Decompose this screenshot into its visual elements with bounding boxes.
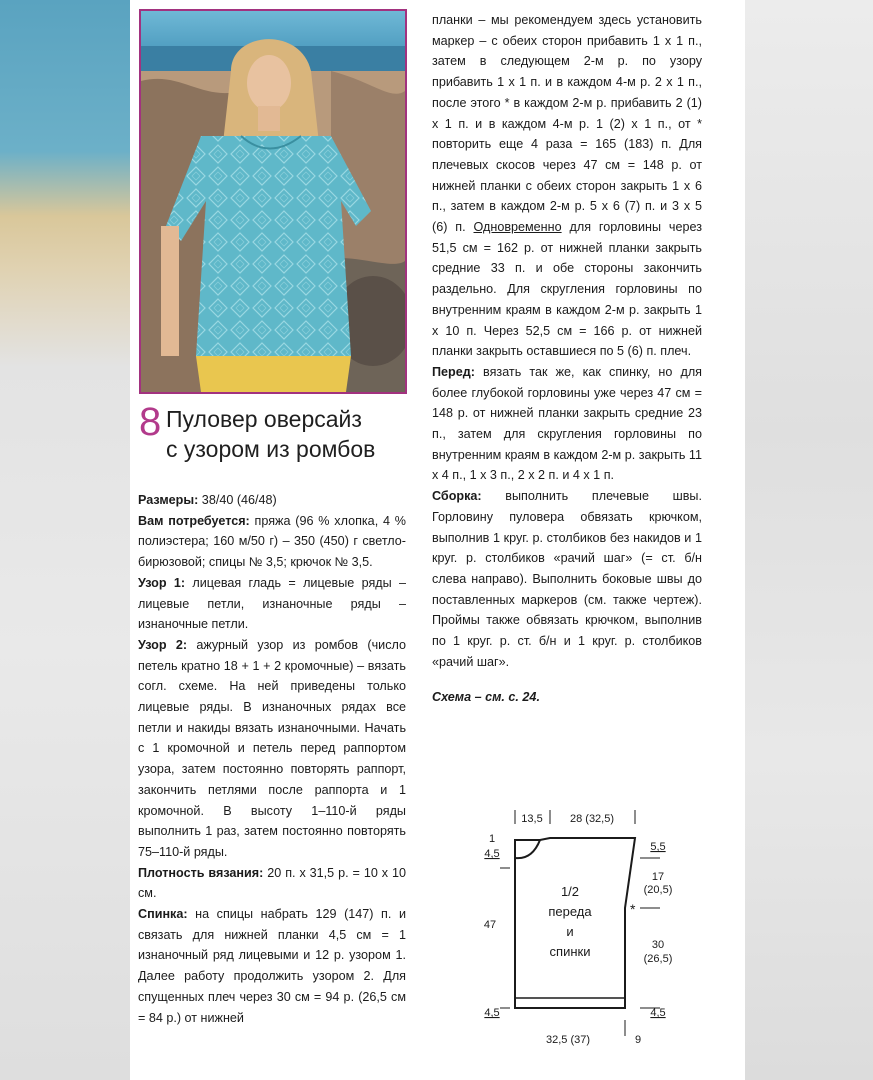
pattern2-label: Узор 2: bbox=[138, 637, 188, 652]
left-text-column bbox=[138, 490, 406, 1028]
back-text: на спицы набрать 129 (147) п. и связать для нижней планки 4,5 см = 1 изнаночный ряд лицевыми и 12 р. узором 1. Далее работу продолжить узором 2. Для спущенных плеч через 30 см = 94 р. (26,5 см = 84 р.) от нижней bbox=[138, 907, 406, 1025]
front-label: Перед: bbox=[432, 364, 475, 379]
marker-asterisk: * bbox=[630, 901, 636, 917]
pattern1-label: Узор 1: bbox=[138, 575, 186, 590]
dim-left-mid: 47 bbox=[483, 919, 497, 931]
dim-left-top-den: 4,5 bbox=[484, 848, 500, 860]
gauge-paragraph bbox=[138, 863, 406, 904]
dim-right-top: 5,5 bbox=[650, 841, 666, 853]
dim-top-right: 28 (32,5) bbox=[569, 813, 615, 825]
gauge-text: 20 п. х 31,5 р. = 10 х 10 см. bbox=[138, 865, 406, 901]
article-title bbox=[166, 404, 416, 464]
sizes-text: 38/40 (46/48) bbox=[198, 493, 277, 507]
back-label: Спинка: bbox=[138, 907, 188, 922]
schema-reference bbox=[432, 687, 702, 708]
pattern1-text: лицевая гладь = лицевые ряды – лицевые петли, изнаночные ряды – изнаночные петли. bbox=[138, 575, 406, 632]
garment-outline bbox=[515, 838, 635, 1008]
dim-right-lower1: 30 bbox=[651, 939, 665, 951]
schema-reference-text: Схема – см. с. 24. bbox=[432, 689, 540, 704]
sizes-label: Размеры: bbox=[138, 493, 199, 507]
magazine-page bbox=[130, 0, 745, 1080]
center-label-1: 1/2 bbox=[560, 884, 580, 899]
front-text: вязать так же, как спинку, но для более глубокой горловины уже через 47 см = 148 р. от нижней планки закрыть средние 23 п., затем для скругления горловины по внутренним краям в каждом 2-м р. закрыть 11 х 4 п., 1 х 3 п., 2 х 2 п. и 4 х 1 п. bbox=[432, 364, 702, 483]
materials-paragraph bbox=[138, 511, 406, 573]
dim-top-left: 13,5 bbox=[521, 813, 543, 825]
model-photo bbox=[139, 9, 407, 394]
pattern2-paragraph bbox=[138, 635, 406, 863]
assembly-text: выполнить плечевые швы. Горловину пуловера обвязать крючком, выполнив 1 круг. р. столбиков без накидов и 1 круг. р. столбиков «рачий шаг» (= ст. б/н слева направо). Выполнить боковые швы до поставленных маркеров (см. также чертеж). Проймы также обвязать крючком, выполнив по 1 круг. р. ст. б/н и 1 круг. р. столбиков «рачий шаг». bbox=[432, 489, 702, 669]
article-title-line1: Пуловер оверсайз bbox=[166, 406, 362, 432]
pattern1-paragraph bbox=[138, 573, 406, 635]
blurred-background-left bbox=[0, 0, 130, 1080]
center-label-4: спинки bbox=[549, 944, 591, 959]
back-paragraph bbox=[138, 904, 406, 1028]
article-title-line2: с узором из ромбов bbox=[166, 436, 376, 462]
back-continued-paragraph bbox=[432, 10, 702, 362]
materials-text: пряжа (96 % хлопка, 4 % полиэстера; 160 м/50 г) – 350 (450) г светло-бирюзовой; спицы № 3,5; крючок № 3,5. bbox=[138, 513, 406, 570]
dim-right-mid2: (20,5) bbox=[643, 884, 673, 896]
center-label-2: переда bbox=[548, 904, 592, 919]
materials-label: Вам потребуется: bbox=[138, 513, 250, 528]
assembly-paragraph bbox=[432, 486, 702, 672]
dim-bottom-left: 32,5 (37) bbox=[545, 1034, 591, 1046]
dim-right-mid1: 17 bbox=[651, 871, 665, 883]
assembly-label: Сборка: bbox=[432, 489, 482, 504]
neckline-curve bbox=[515, 840, 540, 858]
sizes-paragraph bbox=[138, 490, 406, 511]
simultaneously-word: Одновременно bbox=[473, 220, 562, 235]
right-text-column bbox=[432, 10, 702, 707]
pattern2-text: ажурный узор из ромбов (число петель кратно 18 + 1 + 2 кромочные) – вязать согл. схеме. На ней приведены только лицевые ряды. В изнаночных рядах все петли и накиды вязать изнаночными. Начать с 1 кромочной и петель перед раппортом узора, затем постоянно повторять раппорт, закончить петлями после раппорта и 1 кромочной. В высоту 1–110-й ряды выполнить 1 раз, затем постоянно повторять 75–110-й ряды. bbox=[138, 637, 406, 859]
back-continued-text: планки – мы рекомендуем здесь установить маркер – с обеих сторон прибавить 1 х 1 п., затем в следующем 2-м р. по узору прибавить 1 х 1 п. и в каждом 4-м р. 2 х 1 п., после этого * в каждом 2-м р. прибавить 2 (1) х 1 п. и в каждом 4-м р. 1 (2) х 1 п., от * повторить еще 4 раза = 165 (183) п. Для плечевых скосов через 47 см = 148 р. от нижней планки с обеих сторон закрыть 1 х 6 п., затем в каждом 2-м р. 5 х 6 (7) п. и 3 х 5 (6) п. bbox=[432, 13, 702, 235]
pattern-schematic bbox=[470, 800, 690, 1060]
dim-right-bottom: 4,5 bbox=[650, 1007, 666, 1019]
article-number: 8 bbox=[139, 400, 162, 444]
gauge-label: Плотность вязания: bbox=[138, 865, 264, 880]
dim-right-lower2: (26,5) bbox=[643, 953, 673, 965]
dim-left-bottom: 4,5 bbox=[484, 1007, 500, 1019]
dim-left-top-num: 1 bbox=[488, 833, 496, 845]
center-label-3: и bbox=[566, 924, 574, 939]
dim-bottom-right: 9 bbox=[635, 1034, 642, 1046]
blurred-background-right bbox=[745, 0, 873, 1080]
back-continued-rest: для горловины через 51,5 см = 162 р. от нижней планки закрыть средние 33 п. и обе стороны закончить раздельно. Для скругления горловины по внутренним краям в каждом 2-м р. закрыть 1 х 10 п. Через 52,5 см = 166 р. от нижней планки закрыть оставшиеся по 5 (6) п. плеч. bbox=[432, 220, 702, 359]
front-paragraph bbox=[432, 362, 702, 486]
